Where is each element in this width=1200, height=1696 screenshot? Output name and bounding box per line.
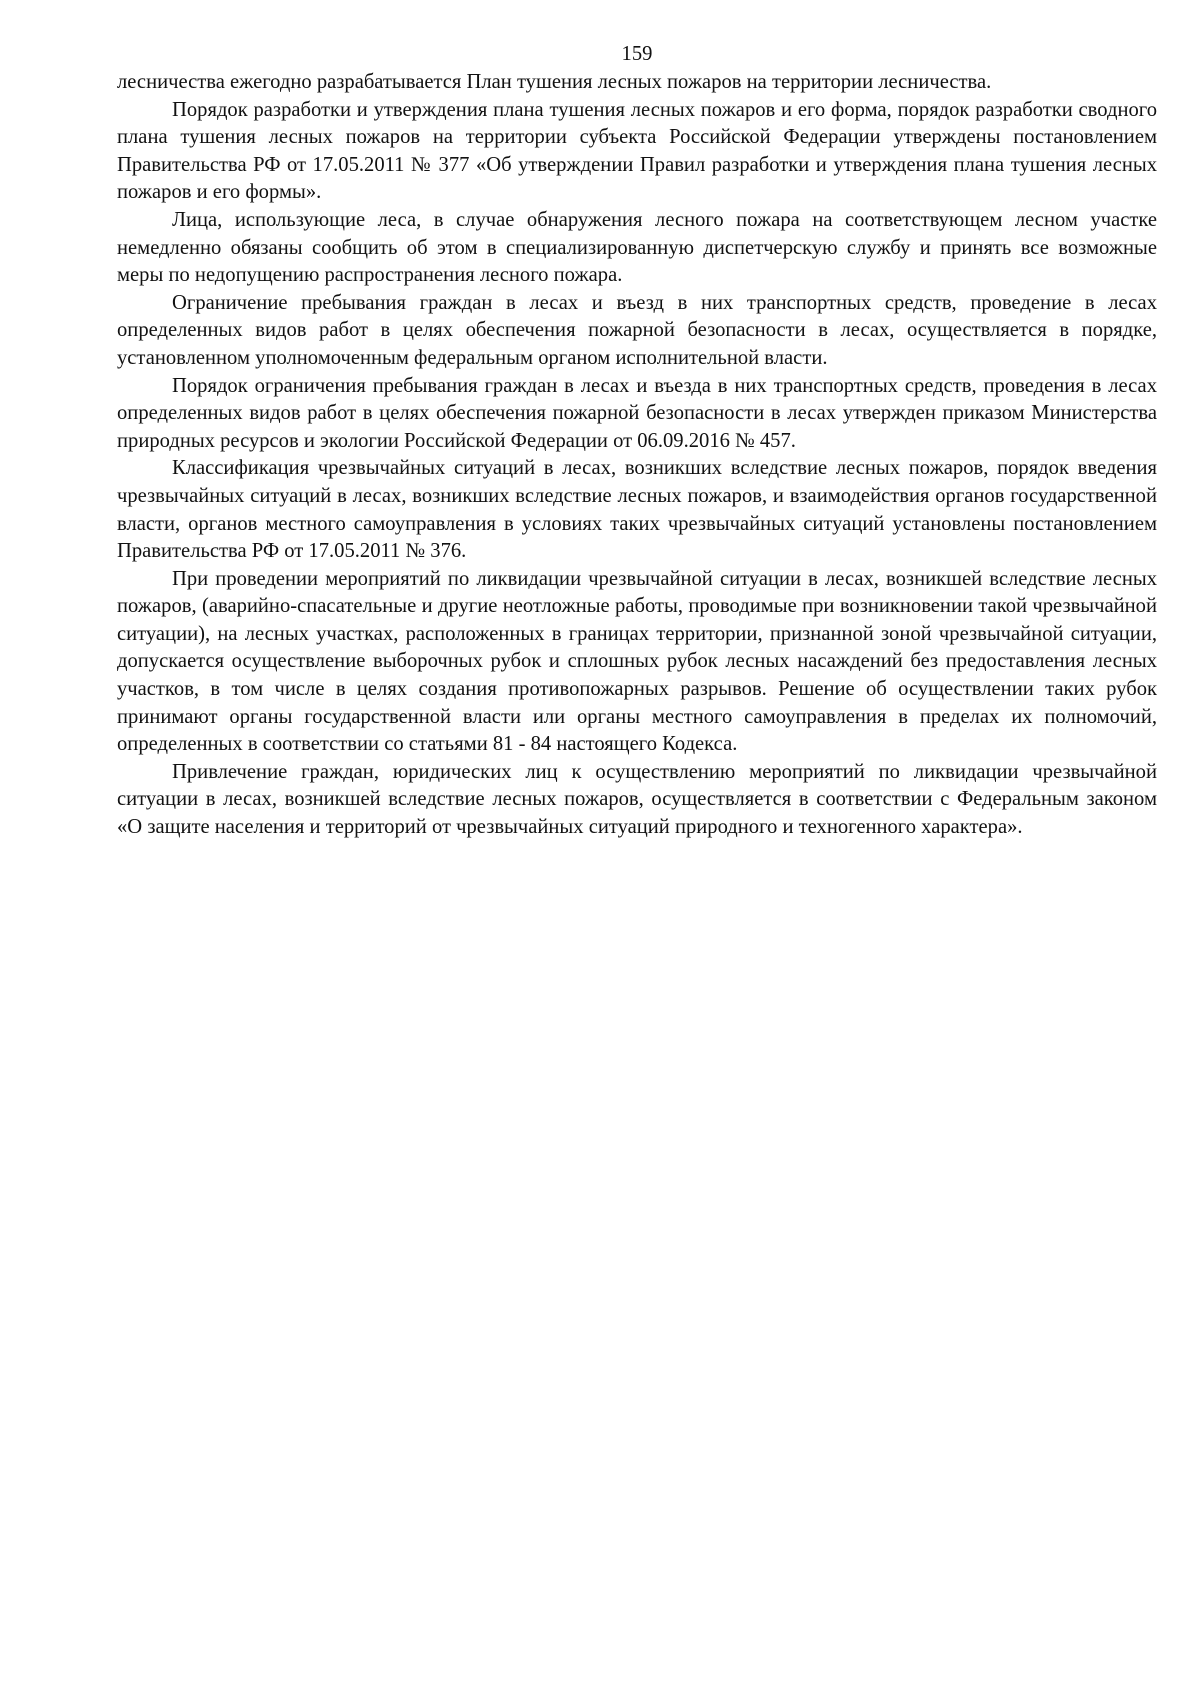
document-page bbox=[117, 40, 1157, 842]
paragraph-restriction-of-stay: Ограничение пребывания граждан в лесах и въезд в них транспортных средств, проведение в лесах определенных видов работ в целях обеспечения пожарной безопасности в лесах, осуществляется в порядке, установленном уполномоченным федеральным органом исполнительной власти. bbox=[117, 291, 1157, 369]
page-number: 159 bbox=[621, 43, 653, 65]
paragraph-fire-plan-procedure: Порядок разработки и утверждения плана тушения лесных пожаров и его форма, порядок разработки сводного плана тушения лесных пожаров на территории субъекта Российской Федерации утверждены постановлением Правительства РФ от 17.05.2011 № 377 «Об утверждении Правил разработки и утверждения плана тушения лесных пожаров и его формы». bbox=[117, 98, 1157, 204]
paragraph-emergency-logging: При проведении мероприятий по ликвидации чрезвычайной ситуации в лесах, возникшей вследствие лесных пожаров, (аварийно-спасательные и другие неотложные работы, проводимые при возникновении такой чрезвычайной ситуации), на лесных участках, расположенных в границах территории, признанной зоной чрезвычайной ситуации, допускается осуществление выборочных рубок и сплошных рубок лесных насаждений без предоставления лесных участков, в том числе в целях создания противопожарных разрывов. Решение об осуществлении таких рубок принимают органы государственной власти или органы местного самоуправления в пределах их полномочий, определенных в соответствии со статьями 81 - 84 настоящего Кодекса. bbox=[117, 567, 1157, 756]
paragraph-emergency-classification: Классификация чрезвычайных ситуаций в лесах, возникших вследствие лесных пожаров, порядок введения чрезвычайных ситуаций в лесах, возникших вследствие лесных пожаров, и взаимодействия органов государственной власти, органов местного самоуправления в условиях таких чрезвычайных ситуаций установлены постановлением Правительства РФ от 17.05.2011 № 376. bbox=[117, 457, 1157, 563]
paragraph-continuation: лесничества ежегодно разрабатывается План тушения лесных пожаров на территории лесничества. bbox=[117, 71, 992, 93]
paragraph-citizen-involvement: Привлечение граждан, юридических лиц к осуществлению мероприятий по ликвидации чрезвычайной ситуации в лесах, возникшей вследствие лесных пожаров, осуществляется в соответствии с Федеральным законом «О защите населения и территорий от чрезвычайных ситуаций природного и техногенного характера». bbox=[117, 760, 1157, 839]
paragraph-restriction-procedure: Порядок ограничения пребывания граждан в лесах и въезда в них транспортных средств, проведения в лесах определенных видов работ в целях обеспечения пожарной безопасности в лесах утвержден приказом Министерства природных ресурсов и экологии Российской Федерации от 06.09.2016 № 457. bbox=[117, 374, 1157, 452]
paragraph-forest-users-duty: Лица, использующие леса, в случае обнаружения лесного пожара на соответствующем лесном участке немедленно обязаны сообщить об этом в специализированную диспетчерскую службу и принять все возможные меры по недопущению распространения лесного пожара. bbox=[117, 208, 1157, 287]
